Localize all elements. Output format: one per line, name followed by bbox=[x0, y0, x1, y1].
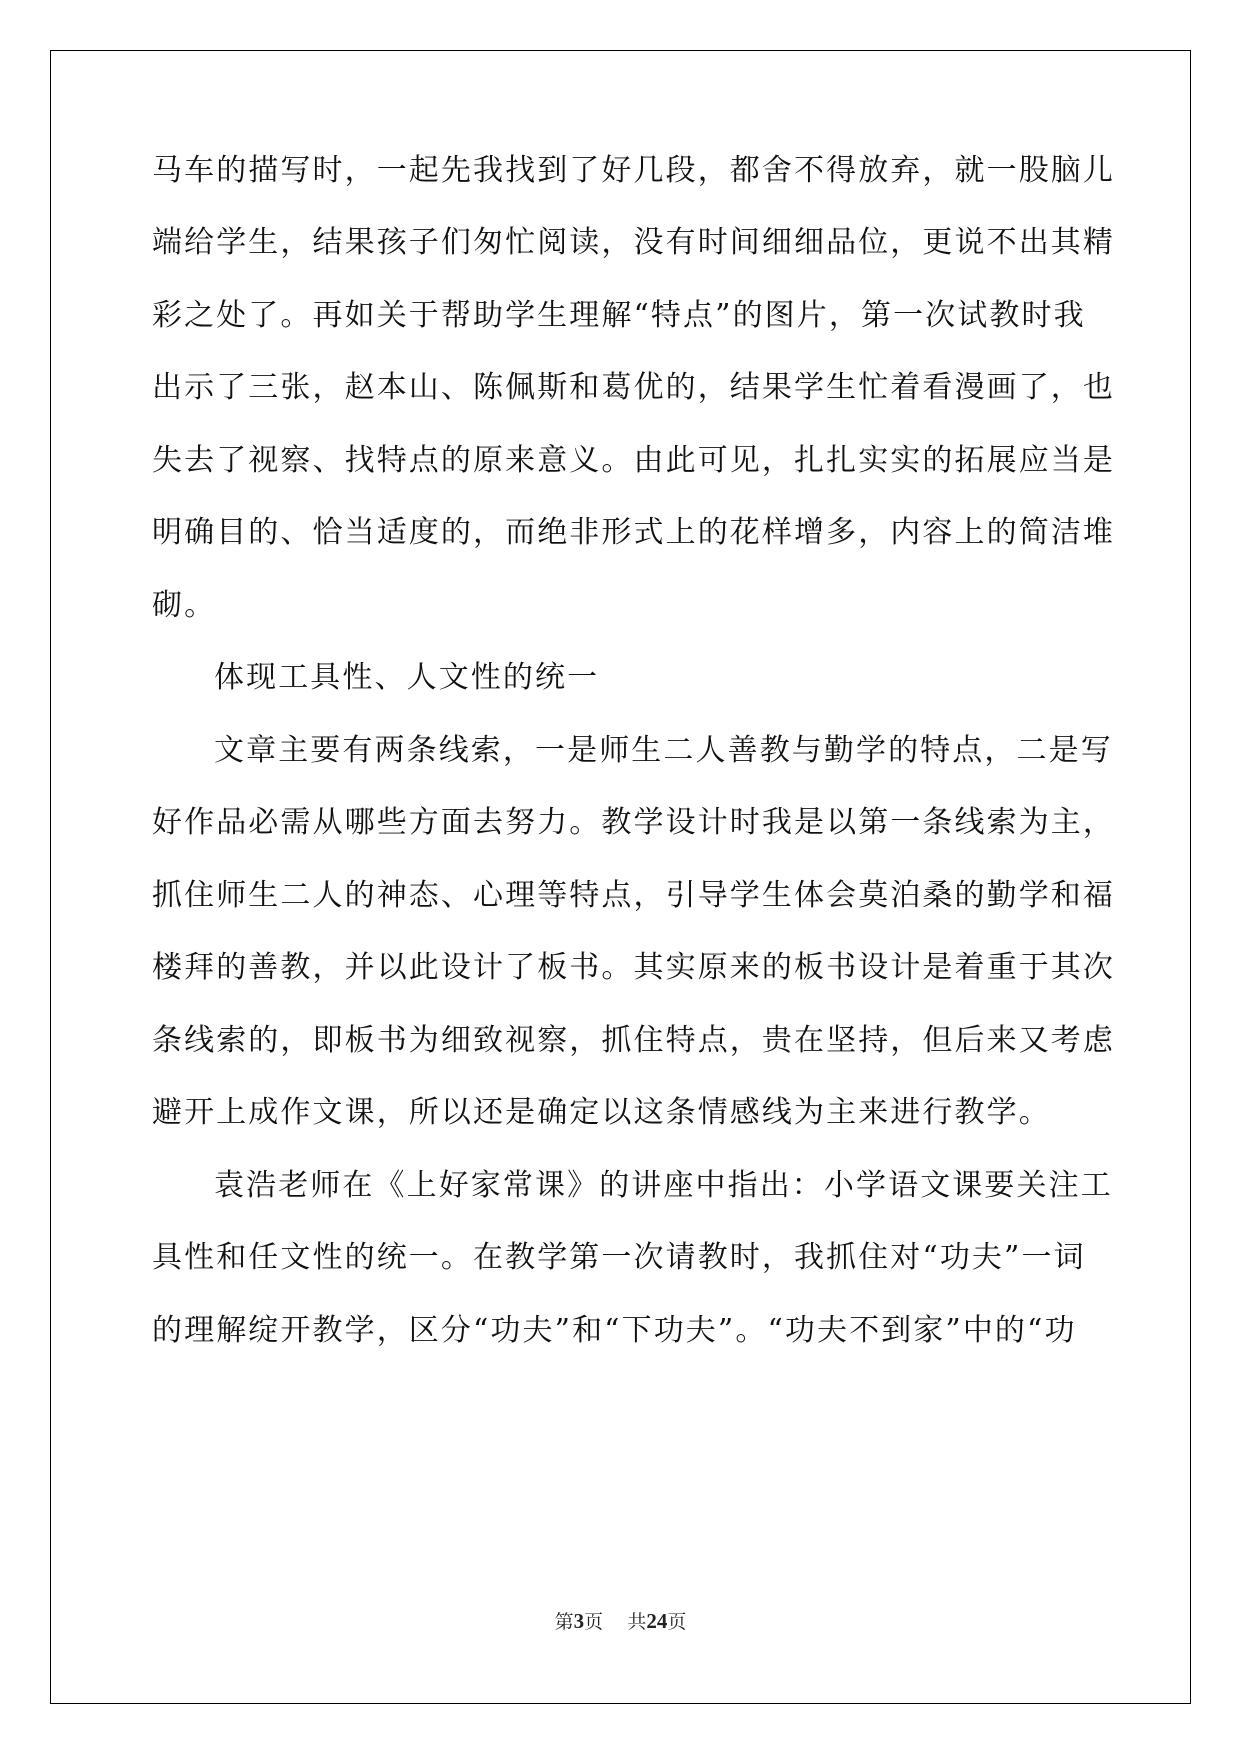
total-pages: 24 bbox=[646, 1609, 668, 1633]
total-prefix: 共 bbox=[627, 1611, 647, 1633]
text-line: 失去了视察、找特点的原来意义。由此可见，扎扎实实的拓展应当是 bbox=[152, 443, 1115, 478]
text-line: 具性和任文性的统一。在教学第一次请教时，我抓住对“功夫”一词 bbox=[152, 1240, 1086, 1275]
page-suffix: 页 bbox=[584, 1611, 604, 1633]
text-line: 砌。 bbox=[152, 588, 217, 623]
text-line: 文章主要有两条线索，一是师生二人善教与勤学的特点，二是写 bbox=[214, 733, 1113, 768]
text-line: 出示了三张，赵本山、陈佩斯和葛优的，结果学生忙着看漫画了，也 bbox=[152, 370, 1115, 405]
text-line: 端给学生，结果孩子们匆忙阅读，没有时间细细品位，更说不出其精 bbox=[152, 225, 1115, 260]
text-line: 袁浩老师在《上好家常课》的讲座中指出：小学语文课要关注工 bbox=[214, 1168, 1113, 1203]
text-line: 的理解绽开教学，区分“功夫”和“下功夫”。“功夫不到家”中的“功 bbox=[152, 1313, 1077, 1348]
page-prefix: 第 bbox=[554, 1611, 574, 1633]
page-number: 3 bbox=[573, 1609, 585, 1633]
text-line: 明确目的、恰当适度的，而绝非形式上的花样增多，内容上的简洁堆 bbox=[152, 515, 1115, 550]
total-suffix: 页 bbox=[667, 1611, 687, 1633]
text-line: 好作品必需从哪些方面去努力。教学设计时我是以第一条线索为主， bbox=[152, 805, 1115, 840]
section-heading: 体现工具性、人文性的统一 bbox=[214, 660, 600, 695]
text-line: 楼拜的善教，并以此设计了板书。其实原来的板书设计是着重于其次 bbox=[152, 950, 1115, 985]
text-line: 马车的描写时，一起先我找到了好几段，都舍不得放弃，就一股脑儿 bbox=[152, 153, 1115, 188]
text-line: 彩之处了。再如关于帮助学生理解“特点”的图片，第一次试教时我 bbox=[152, 298, 1086, 333]
text-line: 避开上成作文课，所以还是确定以这条情感线为主来进行教学。 bbox=[152, 1095, 1051, 1130]
text-line: 抓住师生二人的神态、心理等特点，引导学生体会莫泊桑的勤学和福 bbox=[152, 878, 1115, 913]
text-line: 条线索的，即板书为细致视察，抓住特点，贵在坚持，但后来又考虑 bbox=[152, 1023, 1115, 1058]
page-footer bbox=[0, 1607, 1241, 1634]
